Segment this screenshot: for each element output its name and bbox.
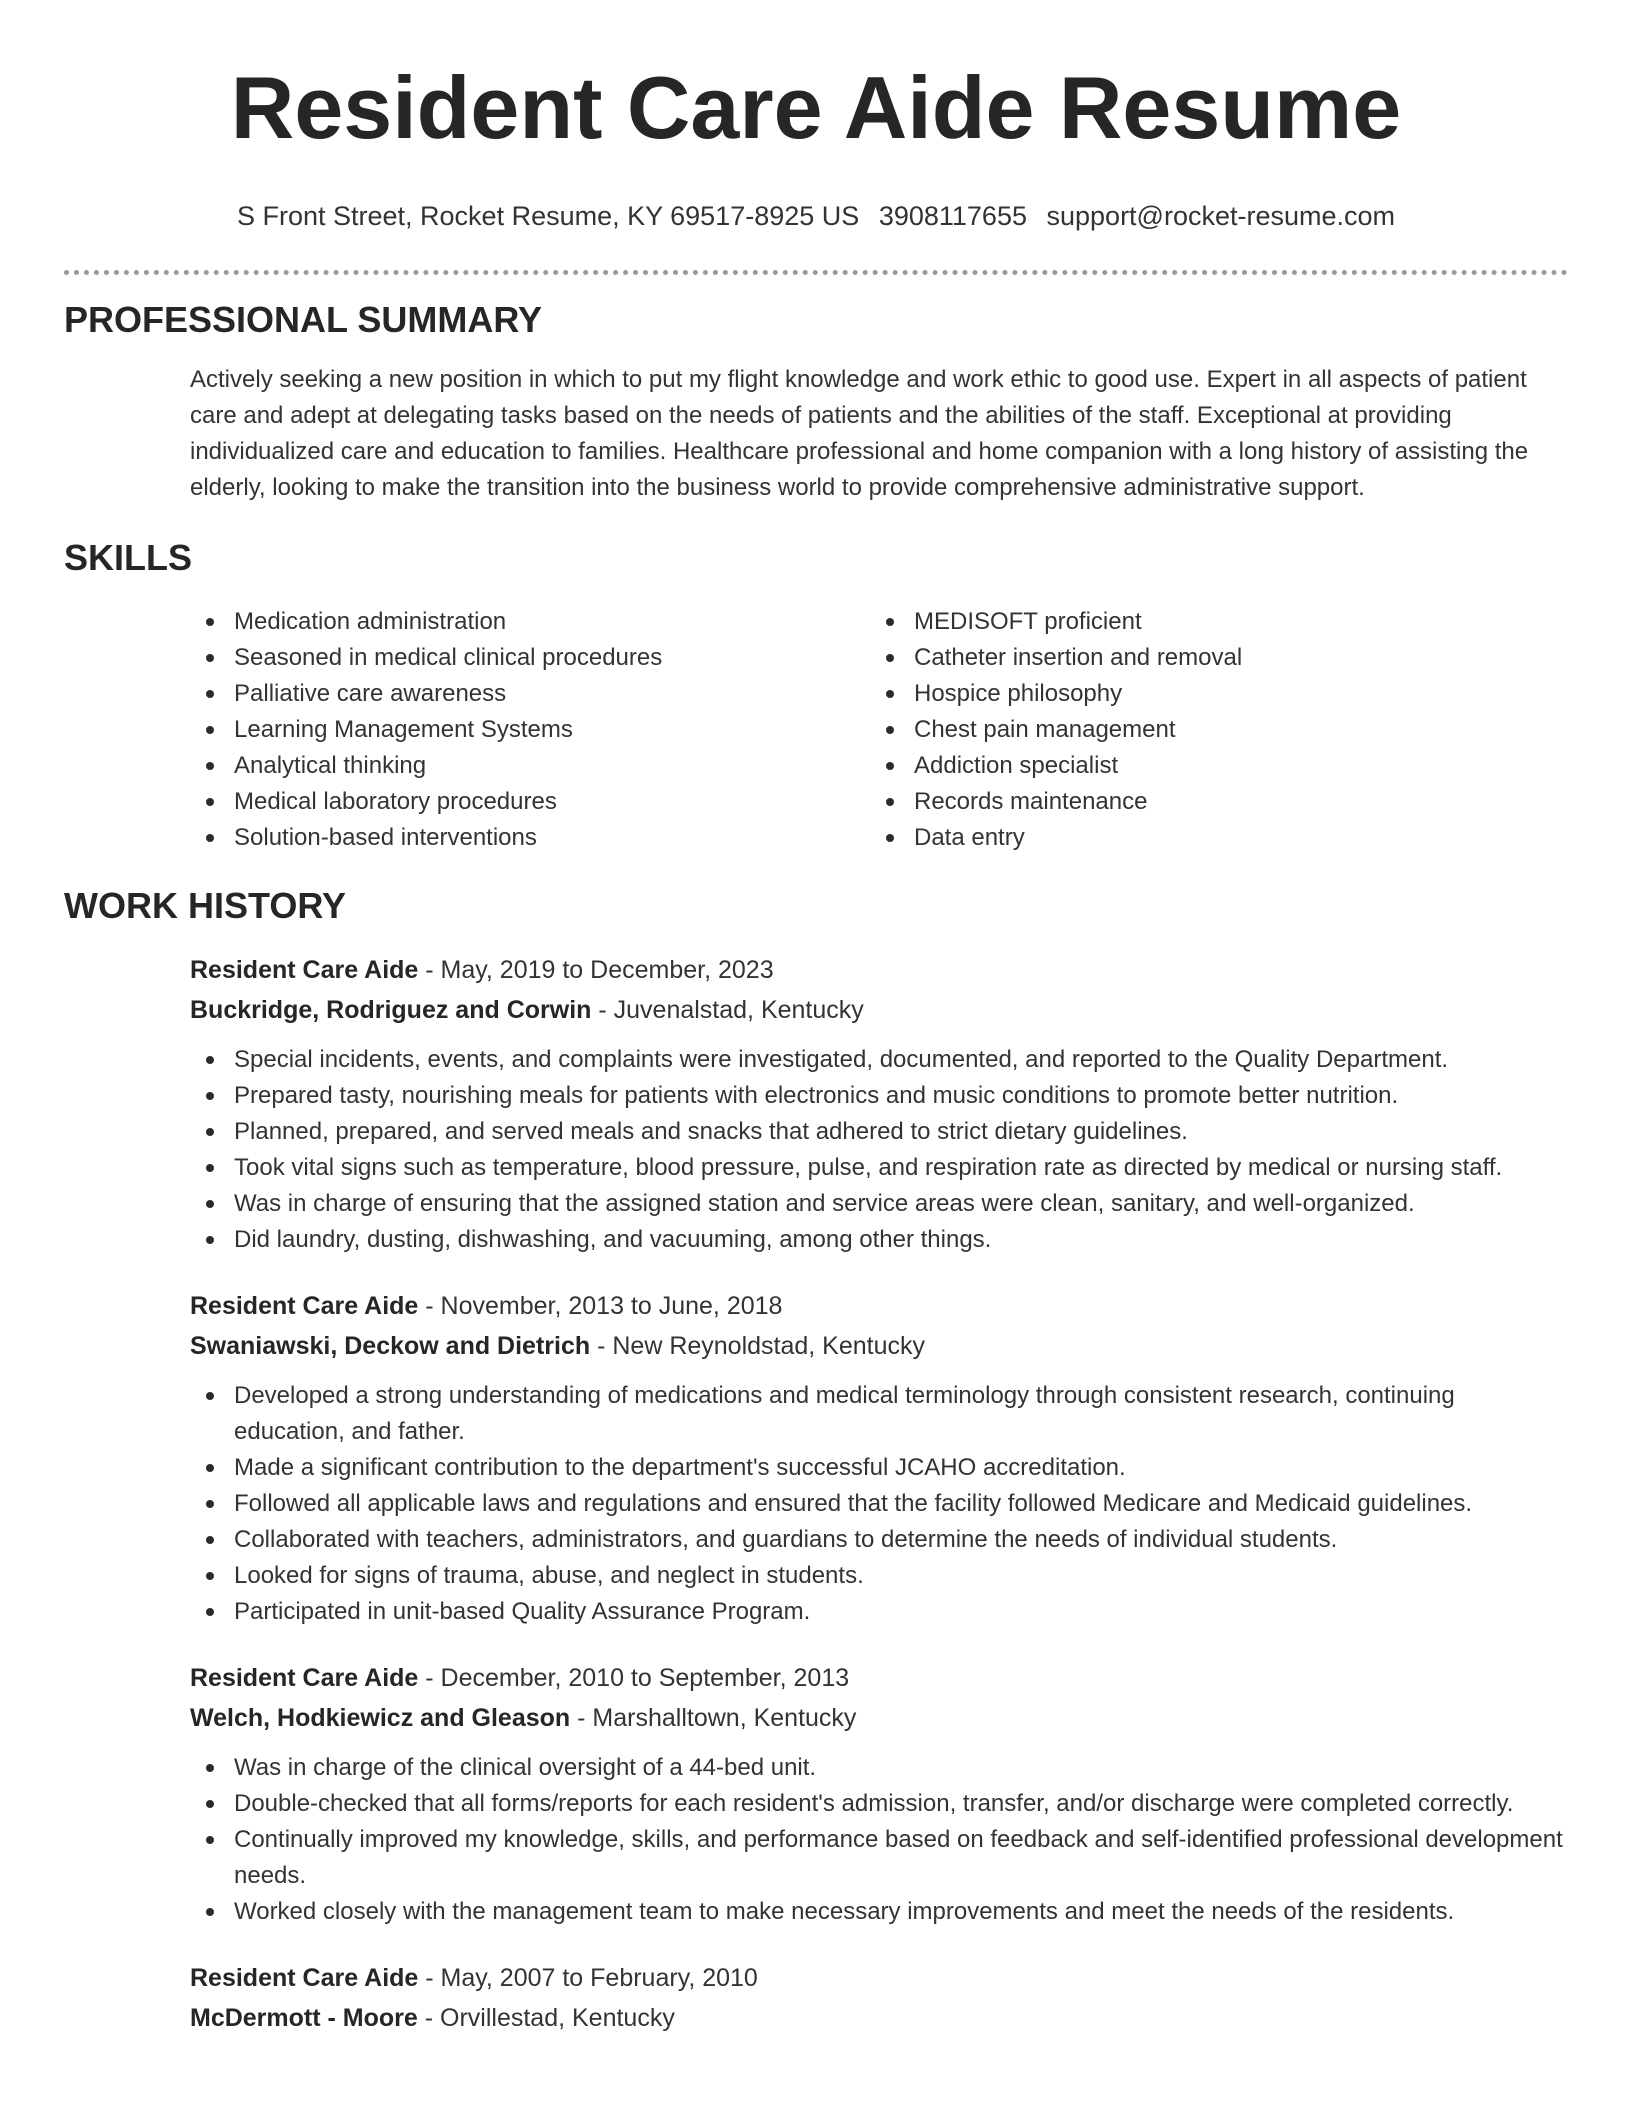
- job-duty: Was in charge of the clinical oversight of a 44-bed unit.: [190, 1750, 1568, 1786]
- job-company: Buckridge, Rodriguez and Corwin: [190, 996, 592, 1024]
- skill-item: Palliative care awareness: [190, 676, 870, 712]
- job-duty: Did laundry, dusting, dishwashing, and vacuuming, among other things.: [190, 1222, 1568, 1258]
- section-heading-skills: SKILLS: [64, 537, 193, 578]
- job-duty: Looked for signs of trauma, abuse, and neglect in students.: [190, 1558, 1568, 1594]
- summary-text: Actively seeking a new position in which to put my flight knowledge and work ethic to good use. Expert in all aspects of patient care and adept at delegating tasks based on the needs of patients and the abilities of the staff. Exceptional at providing individualized care and education to families. Healthcare professional and home companion with a long history of assisting the elderly, looking to make the transition into the business world to provide comprehensive administrative support.: [190, 366, 1529, 501]
- job-title: Resident Care Aide: [190, 956, 419, 984]
- job-title-line: [190, 950, 1568, 990]
- job-entry: [190, 950, 1568, 1258]
- job-company: Welch, Hodkiewicz and Gleason: [190, 1704, 571, 1732]
- job-duty: Participated in unit-based Quality Assurance Program.: [190, 1594, 1568, 1630]
- job-company: McDermott - Moore: [190, 2004, 418, 2032]
- skill-item: Catheter insertion and removal: [870, 640, 1550, 676]
- job-dates: - May, 2007 to February, 2010: [418, 1964, 758, 1992]
- skill-item: Seasoned in medical clinical procedures: [190, 640, 870, 676]
- resume-title: Resident Care Aide Resume: [230, 58, 1402, 157]
- skill-item: Analytical thinking: [190, 748, 870, 784]
- skill-item: MEDISOFT proficient: [870, 604, 1550, 640]
- skills-list-left: [190, 604, 870, 856]
- job-duty: Was in charge of ensuring that the assigned station and service areas were clean, sanitary, and well-organized.: [190, 1186, 1568, 1222]
- job-title-line: [190, 1658, 1568, 1698]
- skill-item: Learning Management Systems: [190, 712, 870, 748]
- resume-page: [64, 0, 1568, 2032]
- contact-line: [64, 200, 1568, 232]
- section-heading-work: WORK HISTORY: [64, 885, 347, 926]
- job-entry: [190, 1286, 1568, 1630]
- job-location: - Juvenalstad, Kentucky: [591, 996, 864, 1024]
- job-dates: - May, 2019 to December, 2023: [418, 956, 774, 984]
- skill-item: Records maintenance: [870, 784, 1550, 820]
- skill-item: Addiction specialist: [870, 748, 1550, 784]
- job-title-line: [190, 1958, 1568, 1998]
- job-company-line: [190, 1698, 1568, 1738]
- job-duty: Followed all applicable laws and regulations and ensured that the facility followed Medicare and Medicaid guidelines.: [190, 1486, 1568, 1522]
- job-company: Swaniawski, Deckow and Dietrich: [190, 1332, 591, 1360]
- contact-address: S Front Street, Rocket Resume, KY 69517-8925 US: [236, 201, 860, 231]
- job-title-line: [190, 1286, 1568, 1326]
- job-duty: Worked closely with the management team to make necessary improvements and meet the needs of the residents.: [190, 1894, 1568, 1930]
- job-company-line: [190, 1326, 1568, 1366]
- job-duty: Prepared tasty, nourishing meals for patients with electronics and music conditions to promote better nutrition.: [190, 1078, 1568, 1114]
- job-location: - Orvillestad, Kentucky: [417, 2004, 675, 2032]
- contact-email: support@rocket-resume.com: [1046, 201, 1396, 231]
- job-duty: Continually improved my knowledge, skills, and performance based on feedback and self-identified professional development needs.: [190, 1822, 1568, 1894]
- job-company-line: [190, 990, 1568, 1030]
- skill-item: Solution-based interventions: [190, 820, 870, 856]
- job-duty: Made a significant contribution to the department's successful JCAHO accreditation.: [190, 1450, 1568, 1486]
- skill-item: Hospice philosophy: [870, 676, 1550, 712]
- job-location: - Marshalltown, Kentucky: [570, 1704, 857, 1732]
- job-duty: Collaborated with teachers, administrators, and guardians to determine the needs of individual students.: [190, 1522, 1568, 1558]
- skill-item: Medication administration: [190, 604, 870, 640]
- job-duty: Developed a strong understanding of medications and medical terminology through consistent research, continuing education, and father.: [190, 1378, 1568, 1450]
- job-dates: - December, 2010 to September, 2013: [418, 1664, 850, 1692]
- job-duties-list: [190, 1378, 1568, 1630]
- skill-item: Chest pain management: [870, 712, 1550, 748]
- job-duty: Special incidents, events, and complaints were investigated, documented, and reported to the Quality Department.: [190, 1042, 1568, 1078]
- work-history-section: [64, 884, 1568, 2038]
- job-company-line: [190, 1998, 1568, 2038]
- skills-columns: [190, 604, 1568, 856]
- job-duties-list: [190, 1042, 1568, 1258]
- job-duty: Took vital signs such as temperature, blood pressure, pulse, and respiration rate as directed by medical or nursing staff.: [190, 1150, 1568, 1186]
- skills-list-right: [870, 604, 1550, 856]
- job-dates: - November, 2013 to June, 2018: [418, 1292, 783, 1320]
- professional-summary-section: [64, 298, 1568, 506]
- skill-item: Data entry: [870, 820, 1550, 856]
- skills-section: [64, 536, 1568, 856]
- skill-item: Medical laboratory procedures: [190, 784, 870, 820]
- section-heading-summary: PROFESSIONAL SUMMARY: [64, 299, 543, 340]
- job-title: Resident Care Aide: [190, 1664, 419, 1692]
- job-entry: [190, 1658, 1568, 1930]
- job-duties-list: [190, 1750, 1568, 1930]
- header-divider: [64, 270, 1568, 275]
- job-location: - New Reynoldstad, Kentucky: [590, 1332, 926, 1360]
- job-duty: Double-checked that all forms/reports for each resident's admission, transfer, and/or discharge were completed correctly.: [190, 1786, 1568, 1822]
- job-entry: [190, 1958, 1568, 2038]
- job-title: Resident Care Aide: [190, 1292, 419, 1320]
- contact-phone: 3908117655: [878, 201, 1027, 231]
- job-title: Resident Care Aide: [190, 1964, 419, 1992]
- job-duty: Planned, prepared, and served meals and snacks that adhered to strict dietary guidelines.: [190, 1114, 1568, 1150]
